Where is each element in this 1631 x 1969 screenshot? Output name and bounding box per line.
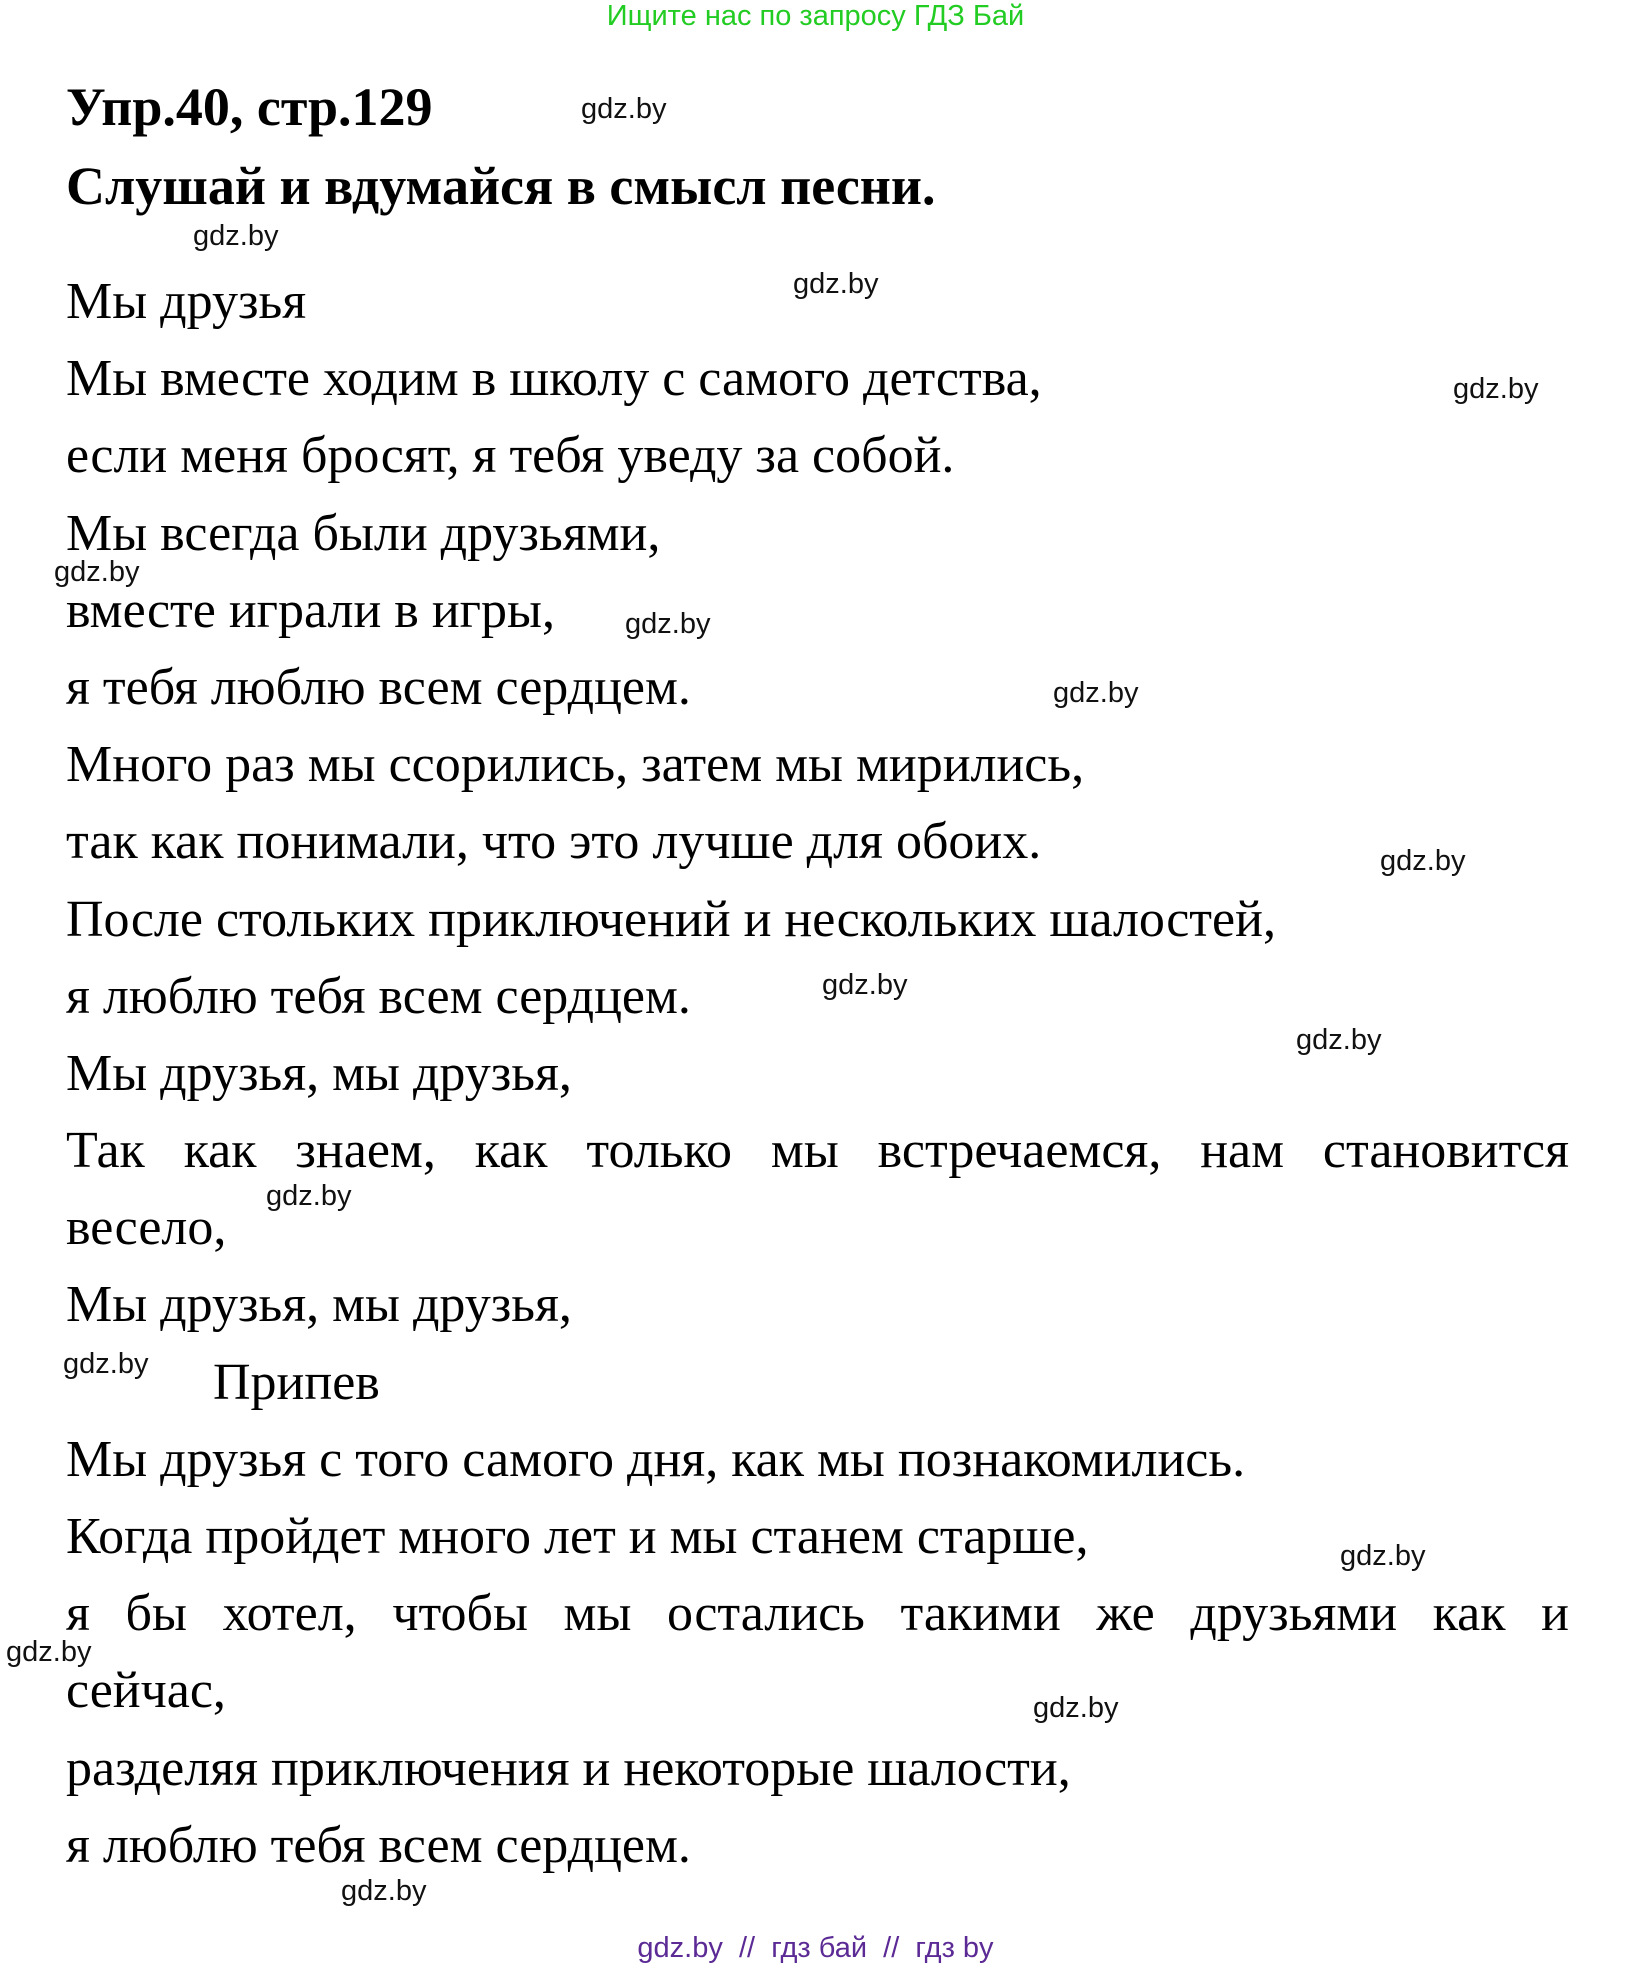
song-line: разделяя приключения и некоторые шалости, <box>66 1739 1071 1797</box>
song-line: Так как знаем, как только мы встречаемся, нам становится <box>66 1122 1569 1180</box>
watermark: gdz.by <box>793 268 879 300</box>
watermark: gdz.by <box>1053 677 1139 709</box>
watermark: gdz.by <box>1380 845 1466 877</box>
song-line: Мы друзья <box>66 273 307 330</box>
watermark: gdz.by <box>625 608 711 640</box>
watermark: gdz.by <box>581 93 667 125</box>
exercise-title: Упр.40, стр.129 <box>66 77 433 137</box>
song-line: я люблю тебя всем сердцем. <box>66 1816 691 1874</box>
search-hint-banner: Ищите нас по запросу ГДЗ Бай <box>606 0 1025 32</box>
watermark: gdz.by <box>341 1875 427 1907</box>
watermark: gdz.by <box>193 220 279 252</box>
watermark: gdz.by <box>1296 1024 1382 1056</box>
watermark: gdz.by <box>822 969 908 1001</box>
song-line: я люблю тебя всем сердцем. <box>66 967 691 1025</box>
song-line: Мы всегда были друзьями, <box>66 504 661 562</box>
song-line: После стольких приключений и нескольких шалостей, <box>66 890 1276 948</box>
watermark: gdz.by <box>6 1636 92 1668</box>
song-line: я тебя люблю всем сердцем. <box>66 658 691 716</box>
watermark: gdz.by <box>1033 1692 1119 1724</box>
song-line: Мы друзья, мы друзья, <box>66 1276 572 1334</box>
watermark: gdz.by <box>1340 1540 1426 1572</box>
song-line: я бы хотел, чтобы мы остались такими же друзьями как и <box>66 1585 1569 1643</box>
song-line: так как понимали, что это лучше для обоих. <box>66 813 1042 871</box>
song-line: вместе играли в игры, <box>66 581 555 639</box>
watermark: gdz.by <box>266 1180 352 1212</box>
song-line: Мы друзья, мы друзья, <box>66 1044 572 1102</box>
watermark: gdz.by <box>54 556 140 588</box>
song-line: Мы друзья с того самого дня, как мы познакомились. <box>66 1430 1246 1488</box>
watermark: gdz.by <box>1453 373 1539 405</box>
song-line: Много раз мы ссорились, затем мы мирились, <box>66 736 1085 794</box>
watermark: gdz.by <box>63 1348 149 1380</box>
song-line: сейчас, <box>66 1662 226 1720</box>
song-line: Мы вместе ходим в школу с самого детства, <box>66 350 1042 408</box>
song-line: если меня бросят, я тебя уведу за собой. <box>66 427 955 485</box>
song-line: Когда пройдет много лет и мы станем старше, <box>66 1508 1089 1565</box>
song-text <box>66 263 1569 1884</box>
chorus-label: Припев <box>213 1353 380 1411</box>
song-line: весело, <box>66 1199 227 1257</box>
exercise-instruction: Слушай и вдумайся в смысл песни. <box>66 156 936 216</box>
footer-links: gdz.by // гдз бай // гдз by <box>637 1932 994 1964</box>
